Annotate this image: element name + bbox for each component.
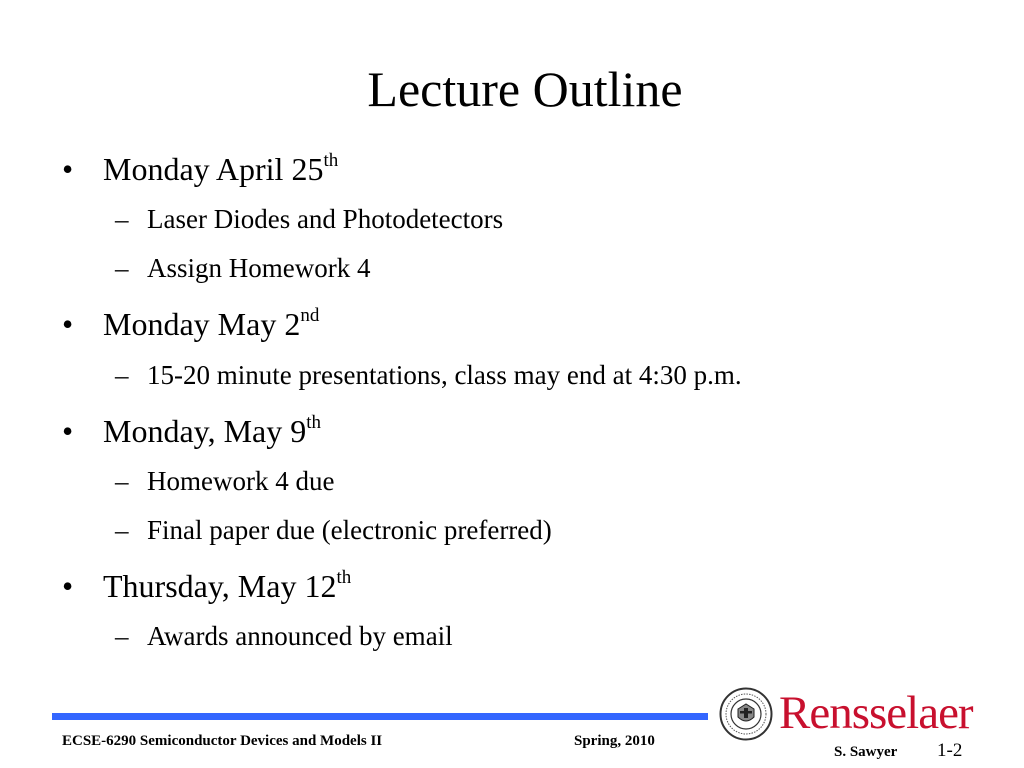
ordinal-suffix: th [323, 150, 339, 171]
sub-item-label: Final paper due (electronic preferred) [147, 515, 552, 545]
sub-item-marker: – [115, 621, 129, 651]
sub-item-marker: – [115, 515, 129, 545]
author-name: S. Sawyer [834, 744, 898, 760]
bullet-text [103, 412, 321, 450]
sub-item-label: Homework 4 due [147, 466, 335, 496]
bullet-marker: • [62, 413, 74, 449]
sub-item-label: 15-20 minute presentations, class may end at 4:30 p.m. [147, 360, 742, 390]
sub-item-label: Assign Homework 4 [147, 253, 371, 283]
bullet-text [103, 567, 351, 605]
sub-item-marker: – [115, 253, 129, 283]
rensselaer-logo: Rensselaer [779, 687, 973, 739]
sub-item-marker: – [115, 204, 129, 234]
ordinal-suffix: th [336, 567, 352, 588]
term-label: Spring, 2010 [574, 733, 655, 749]
course-name: ECSE-6290 Semiconductor Devices and Models II [62, 733, 383, 749]
ordinal-suffix: nd [300, 305, 320, 326]
page-number: 1-2 [937, 740, 963, 761]
sub-item-marker: – [115, 466, 129, 496]
bullet-marker: • [62, 568, 74, 604]
bullet-marker: • [62, 306, 74, 342]
footer-rule [52, 713, 708, 720]
sub-item-label: Awards announced by email [147, 621, 453, 651]
bullet-label: Monday May 2 [103, 306, 301, 342]
sub-item-label: Laser Diodes and Photodetectors [147, 204, 504, 234]
ordinal-suffix: th [306, 412, 322, 433]
slide-title: Lecture Outline [367, 61, 683, 117]
bullet-text [103, 150, 338, 188]
bullet-marker: • [62, 151, 74, 187]
bullet-label: Monday April 25 [103, 151, 324, 187]
bullet-label: Thursday, May 12 [103, 568, 337, 604]
sub-item-marker: – [115, 360, 129, 390]
bullet-text [103, 305, 319, 343]
university-seal-icon [719, 687, 773, 741]
bullet-label: Monday, May 9 [103, 413, 307, 449]
